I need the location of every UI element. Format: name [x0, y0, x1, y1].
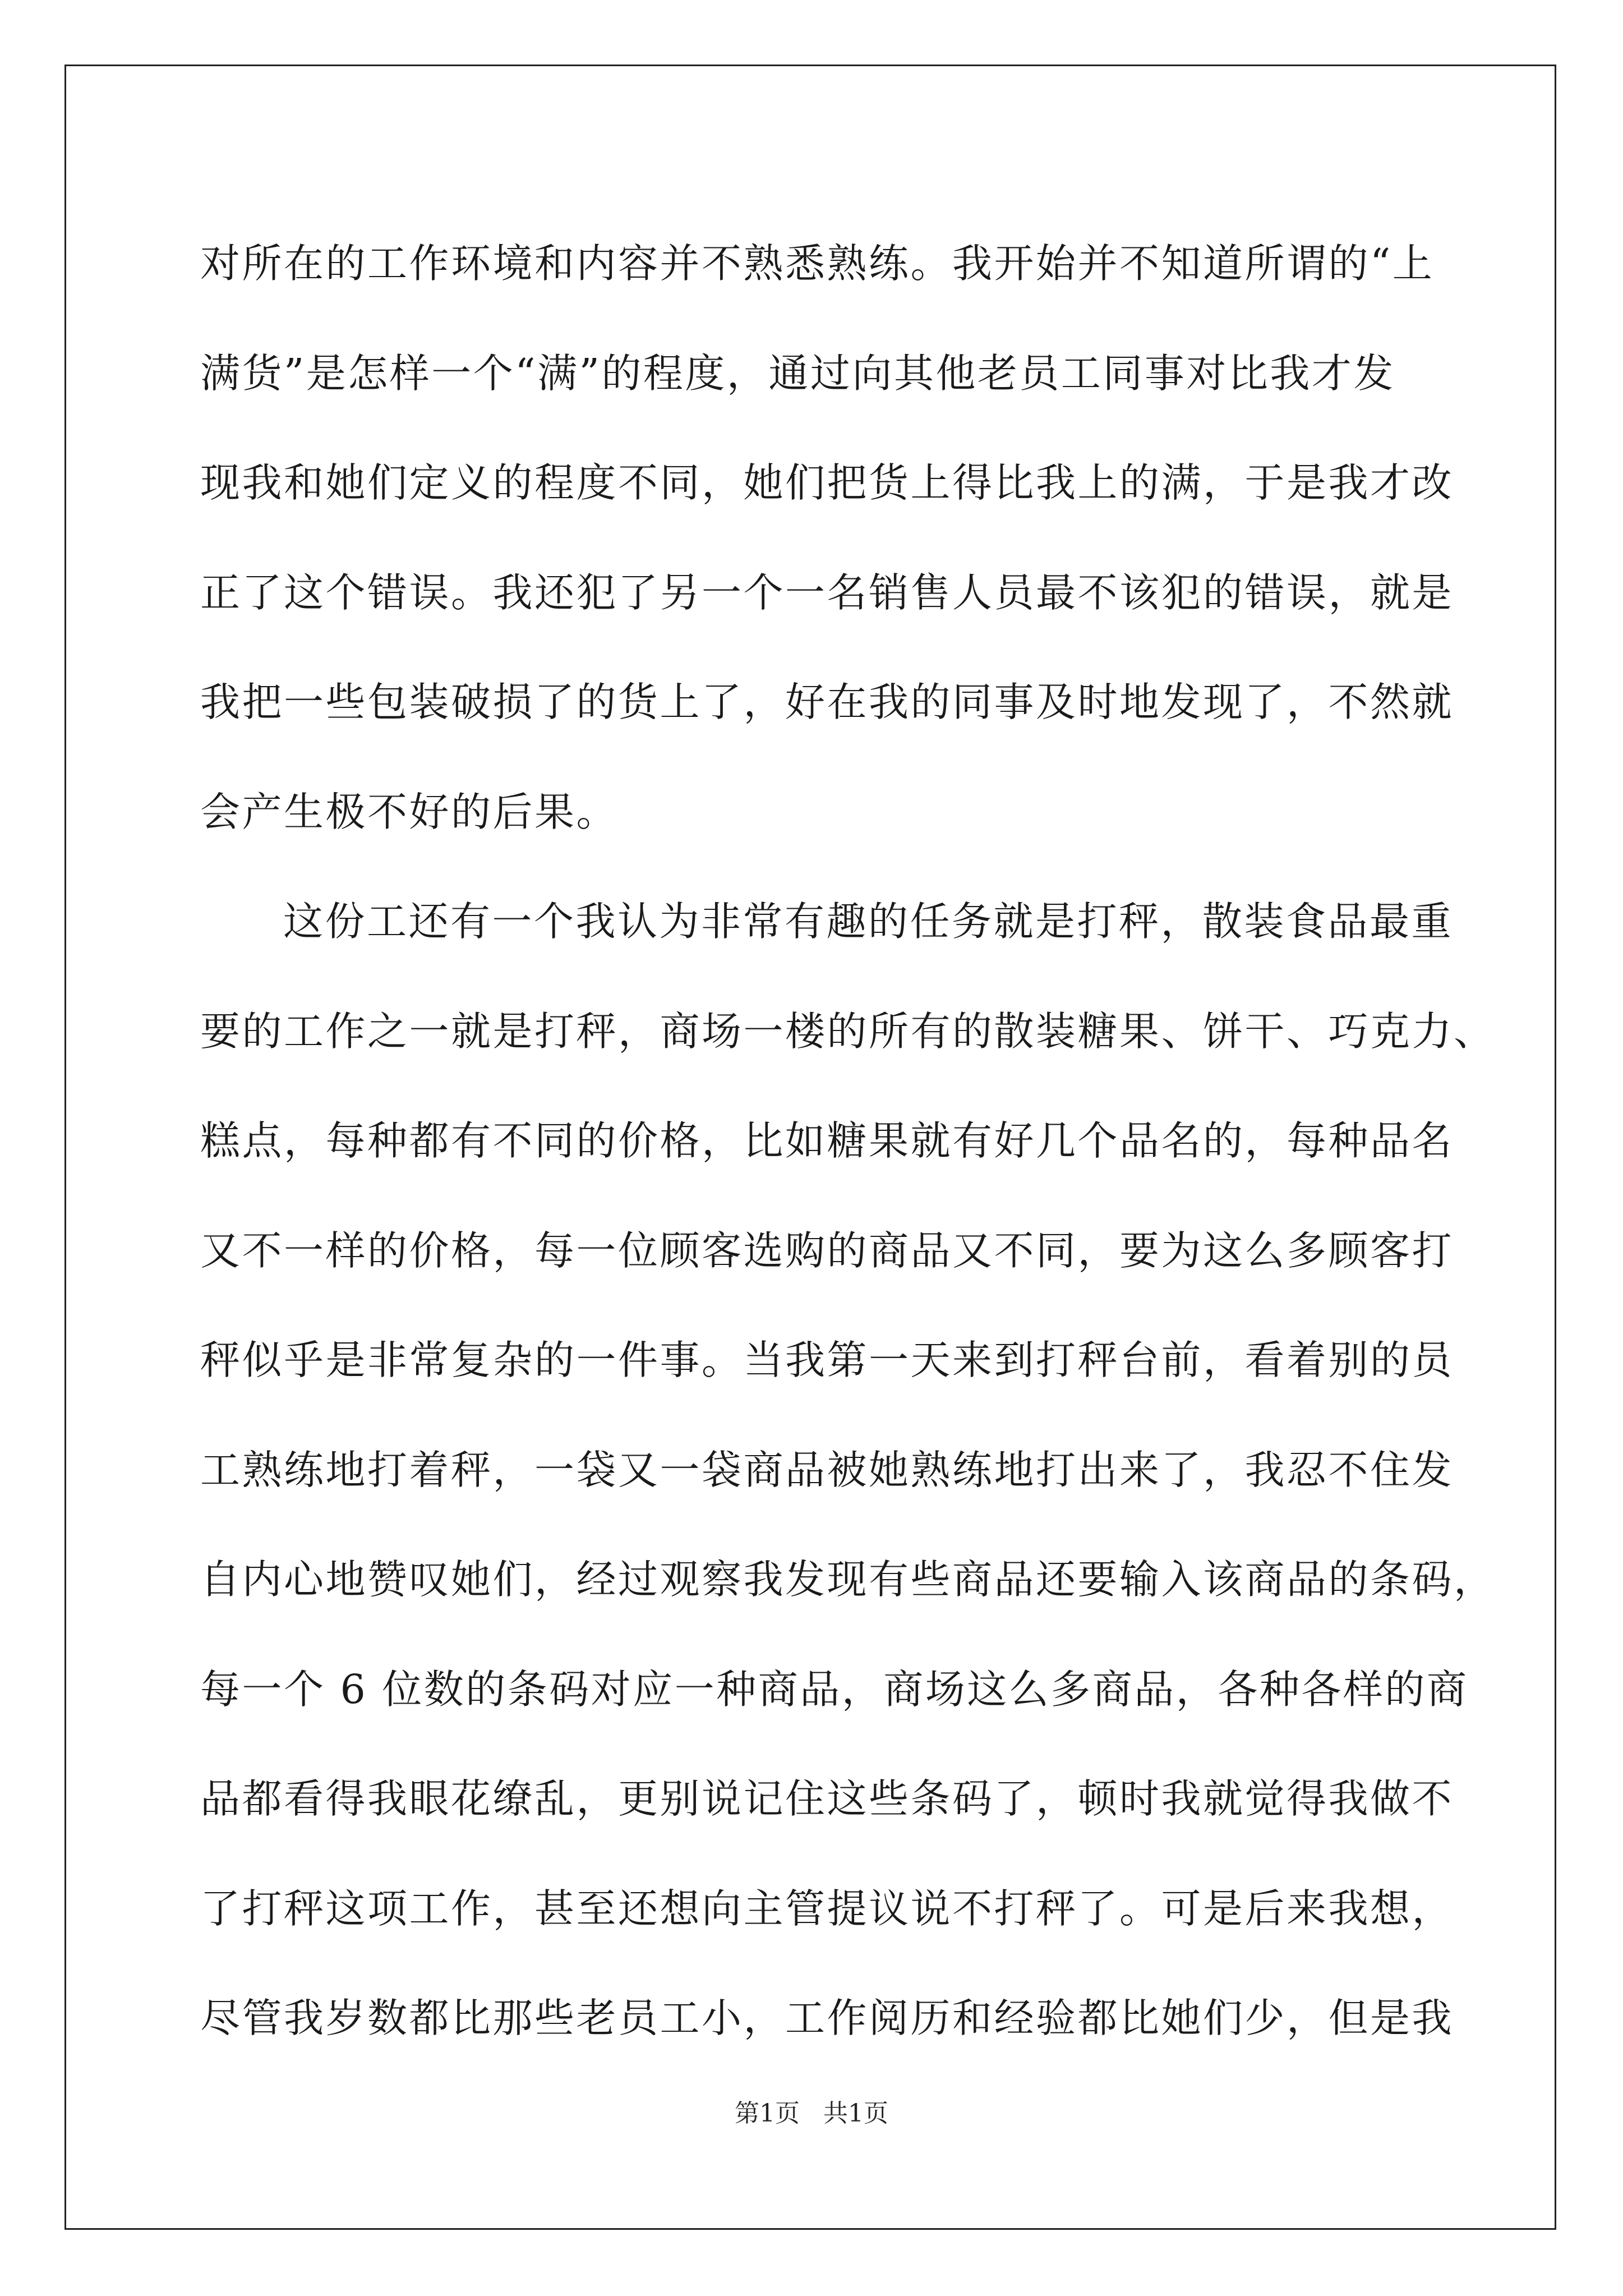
text-line: 秤似乎是非常复杂的一件事。当我第一天来到打秤台前，看着别的员	[200, 1337, 1454, 1383]
page-footer: 第1页 共1页	[735, 2099, 888, 2128]
text-line: 了打秤这项工作，甚至还想向主管提议说不打秤了。可是后来我想，	[200, 1885, 1454, 1932]
text-line: 尽管我岁数都比那些老员工小，工作阅历和经验都比她们少，但是我	[200, 1995, 1454, 2041]
body-text	[200, 209, 1496, 2073]
text-line: 每一个 6 位数的条码对应一种商品，商场这么多商品，各种各样的商	[200, 1665, 1469, 1713]
text-line: 对所在的工作环境和内容并不熟悉熟练。我开始并不知道所谓的“上	[200, 240, 1435, 287]
text-line: 糕点，每种都有不同的价格，比如糖果就有好几个品名的，每种品名	[200, 1117, 1454, 1164]
text-line: 又不一样的价格，每一位顾客选购的商品又不同，要为这么多顾客打	[200, 1227, 1454, 1274]
text-line: 满货”是怎样一个“满”的程度，通过向其他老员工同事对比我才发	[200, 349, 1395, 397]
text-line: 会产生极不好的后果。	[200, 788, 619, 835]
text-line: 工熟练地打着秤，一袋又一袋商品被她熟练地打出来了，我忍不住发	[200, 1446, 1454, 1493]
text-line: 现我和她们定义的程度不同，她们把货上得比我上的满，于是我才改	[200, 459, 1454, 506]
text-line: 品都看得我眼花缭乱，更别说记住这些条码了，顿时我就觉得我做不	[200, 1775, 1454, 1822]
text-line: 要的工作之一就是打秤，商场一楼的所有的散装糖果、饼干、巧克力、	[200, 1007, 1496, 1055]
text-line: 正了这个错误。我还犯了另一个一名销售人员最不该犯的错误，就是	[200, 569, 1454, 616]
text-line: 我把一些包装破损了的货上了，好在我的同事及时地发现了，不然就	[200, 679, 1454, 725]
text-line: 自内心地赞叹她们，经过观察我发现有些商品还要输入该商品的条码，	[200, 1556, 1496, 1603]
text-line: 这份工还有一个我认为非常有趣的任务就是打秤，散装食品最重	[283, 898, 1454, 945]
